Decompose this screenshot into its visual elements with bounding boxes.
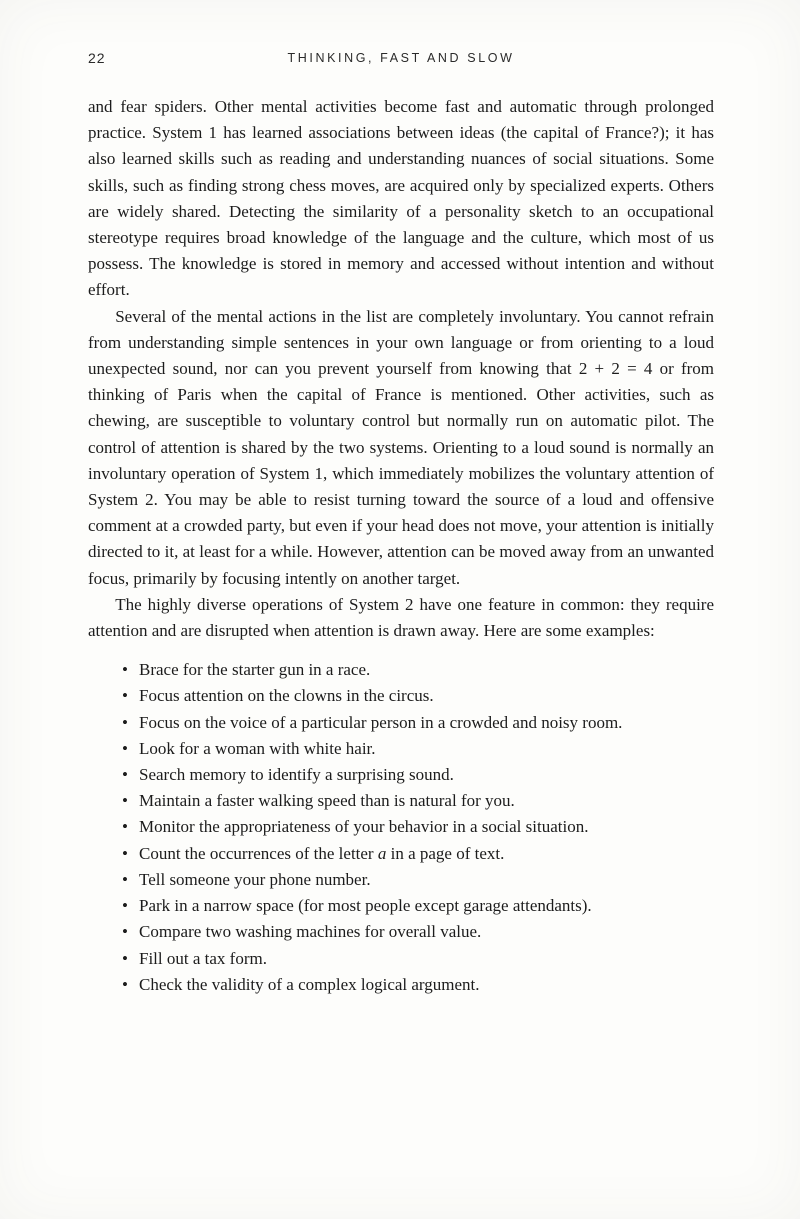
list-item-text-suffix: in a page of text. xyxy=(386,843,505,863)
list-item-text: Search memory to identify a surprising sound. xyxy=(139,765,454,785)
bullet-icon: • xyxy=(122,869,128,889)
bullet-icon: • xyxy=(122,686,128,706)
bullet-icon: • xyxy=(122,791,128,811)
list-item xyxy=(122,657,714,683)
list-item-text: Look for a woman with white hair. xyxy=(139,738,376,758)
running-head-title: THINKING, FAST AND SLOW xyxy=(287,51,515,65)
list-item-text: Fill out a tax form. xyxy=(139,948,267,968)
list-item xyxy=(122,946,714,972)
bullet-icon: • xyxy=(122,817,128,837)
list-item-text: Tell someone your phone number. xyxy=(139,869,371,889)
list-item xyxy=(122,972,714,998)
bullet-icon: • xyxy=(122,738,128,758)
list-item xyxy=(122,814,714,840)
list-item xyxy=(122,841,714,867)
paragraph-involuntary-actions: Several of the mental actions in the list are completely involuntary. You cannot refrain from understanding simple sentences in your own language or from orienting to a loud unexpected sound, nor can you prevent yourself from knowing that 2 + 2 = 4 or from thinking of Paris when the capital of France is mentioned. Other activities, such as chewing, are susceptible to voluntary control but normally run on automatic pilot. The control of attention is shared by the two systems. Orienting to a loud sound is normally an involuntary operation of System 1, which immediately mobilizes the voluntary attention of System 2. You may be able to resist turning toward the source of a loud and offensive comment at a crowded party, but even if your head does not move, your attention is initially directed to it, at least for a while. However, attention can be moved away from an unwanted focus, primarily by focusing intently on another target. xyxy=(88,306,714,588)
list-item xyxy=(122,893,714,919)
bullet-icon: • xyxy=(122,660,128,680)
list-item-text: Focus on the voice of a particular person in a crowded and noisy room. xyxy=(139,712,623,732)
italic-letter-a: a xyxy=(377,843,387,863)
bullet-icon: • xyxy=(122,948,128,968)
list-item xyxy=(122,919,714,945)
list-item xyxy=(122,710,714,736)
bullet-icon: • xyxy=(122,974,128,994)
examples-list xyxy=(88,657,714,998)
paragraph-continuation: and fear spiders. Other mental activities become fast and automatic through prolonged practice. System 1 has learned associations between ideas (the capital of France?); it has also learned skills such as reading and understanding nuances of social situations. Some skills, such as finding strong chess moves, are acquired only by specialized experts. Others are widely shared. Detecting the similarity of a personality sketch to an occupational stereotype requires broad knowledge of the language and the culture, which most of us possess. The knowledge is stored in memory and accessed without intention and without effort. xyxy=(88,97,714,300)
list-item-text: Check the validity of a complex logical argument. xyxy=(139,974,480,994)
paragraph-system2-intro: The highly diverse operations of System 2 have one feature in common: they require attention and are disrupted when attention is drawn away. Here are some examples: xyxy=(88,594,714,641)
running-header xyxy=(88,50,714,70)
list-item-text: Monitor the appropriateness of your behavior in a social situation. xyxy=(139,817,589,837)
body-text xyxy=(88,94,714,998)
list-item-text: Maintain a faster walking speed than is natural for you. xyxy=(139,791,515,811)
list-item-text-prefix: Count the occurrences of the letter xyxy=(139,843,378,863)
list-item xyxy=(122,683,714,709)
list-item xyxy=(122,736,714,762)
list-item-text: Compare two washing machines for overall value. xyxy=(139,922,482,942)
page-number: 22 xyxy=(88,50,106,66)
list-item-text: Focus attention on the clowns in the circus. xyxy=(139,686,434,706)
bullet-icon: • xyxy=(122,712,128,732)
list-item-text: Brace for the starter gun in a race. xyxy=(139,660,371,680)
list-item xyxy=(122,867,714,893)
bullet-icon: • xyxy=(122,765,128,785)
list-item-text: Park in a narrow space (for most people except garage attendants). xyxy=(139,896,592,916)
bullet-icon: • xyxy=(122,896,128,916)
list-item xyxy=(122,788,714,814)
bullet-icon: • xyxy=(122,922,128,942)
bullet-icon: • xyxy=(122,843,128,863)
list-item xyxy=(122,762,714,788)
